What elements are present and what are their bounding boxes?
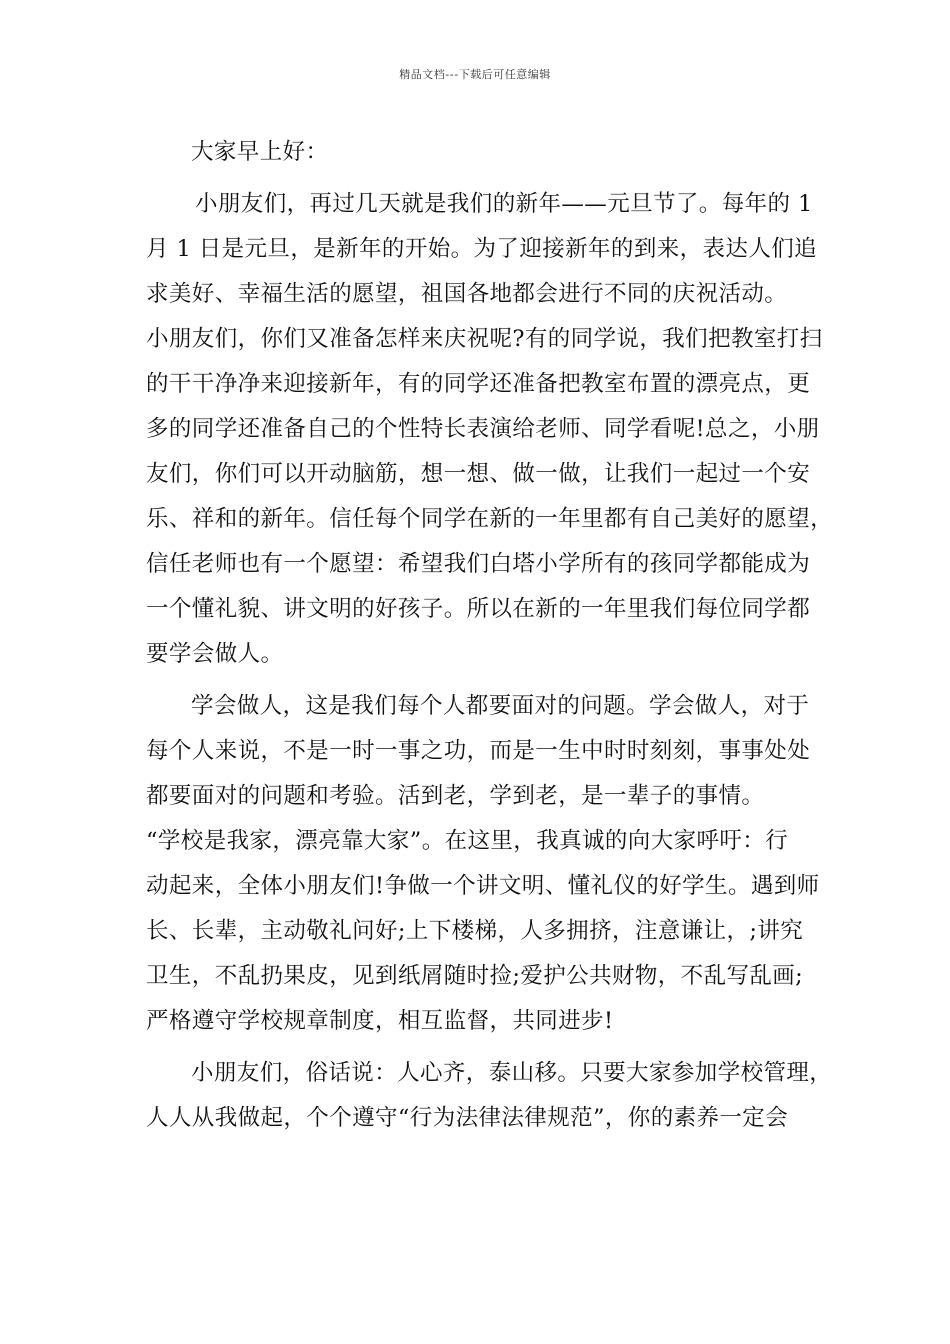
text-line: 大家早上好： [191, 139, 329, 165]
text-line: 友们，你们可以开动脑筋，想一想、做一做，让我们一起过一个安 [146, 461, 811, 487]
text-line: 卫生，不乱扔果皮，见到纸屑随时捡;爱护公共财物，不乱写乱画; [146, 963, 804, 989]
text-line: 都要面对的问题和考验。活到老，学到老，是一辈子的事情。 [146, 783, 765, 809]
text-line: 月 1 日是元旦，是新年的开始。为了迎接新年的到来，表达人们追 [146, 236, 818, 262]
text-line: 多的同学还准备自己的个性特长表演给老师、同学看呢!总之，小朋 [146, 416, 820, 442]
text-line: 每个人来说，不是一时一事之功，而是一生中时时刻刻，事事处处 [146, 738, 811, 764]
text-line: 学会做人，这是我们每个人都要面对的问题。学会做人，对于 [191, 693, 810, 719]
text-line: “学校是我家，漂亮靠大家”。在这里，我真诚的向大家呼吁：行 [146, 828, 789, 854]
text-line: 小朋友们，再过几天就是我们的新年——元旦节了。每年的 1 [195, 191, 813, 217]
page-header: 精品文档---下载后可任意编辑 [399, 68, 551, 81]
text-line: 严格遵守学校规章制度，相互监督，共同进步! [146, 1008, 614, 1034]
text-line: 小朋友们，你们又准备怎样来庆祝呢?有的同学说，我们把教室打扫 [146, 326, 823, 352]
text-line: 乐、祥和的新年。信任每个同学在新的一年里都有自己美好的愿望， [146, 506, 834, 532]
text-line: 求美好、幸福生活的愿望，祖国各地都会进行不同的庆祝活动。 [146, 281, 788, 307]
text-line: 信任老师也有一个愿望：希望我们白塔小学所有的孩同学都能成为 [146, 551, 811, 577]
document-body [146, 130, 834, 1141]
text-line: 长、长辈，主动敬礼问好;上下楼梯，人多拥挤，注意谦让，;讲究 [146, 918, 804, 944]
text-line: 动起来，全体小朋友们!争做一个讲文明、懂礼仪的好学生。遇到师 [146, 873, 820, 899]
text-line: 的干干净净来迎接新年，有的同学还准备把教室布置的漂亮点，更 [146, 371, 811, 397]
text-line: 小朋友们，俗话说：人心齐，泰山移。只要大家参加学校管理， [191, 1060, 833, 1086]
text-line: 要学会做人。 [146, 641, 284, 667]
text-line: 一个懂礼貌、讲文明的好孩子。所以在新的一年里我们每位同学都 [146, 596, 811, 622]
text-line: 人人从我做起，个个遵守“行为法律法律规范”，你的素养一定会 [146, 1105, 789, 1131]
